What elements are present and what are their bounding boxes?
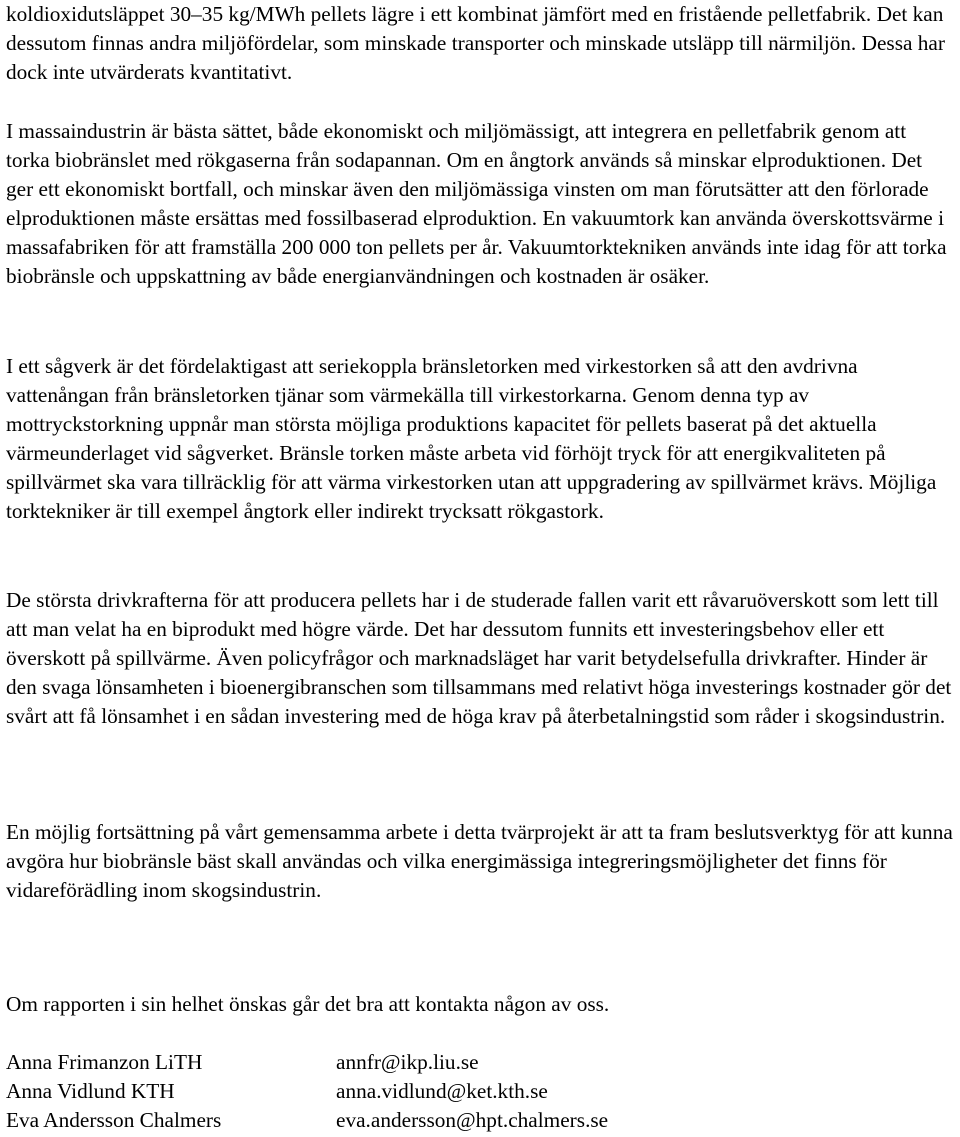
paragraph-sawmill: I ett sågverk är det fördelaktigast att seriekoppla bränsletorken med virkestorken så att den avdrivna vattenångan från bränsletorken tjänar som värmekälla till virkestorkarna. Genom denna typ av mottryckstorkning uppnår man största möjliga produktions kapacitet för pellets baserat på det aktuella värmeunderlaget vid sågverket. Bränsle torken måste arbeta vid förhöjt tryck för att energikvaliteten på spillvärmet ska vara tillräcklig för att värma virkestorken utan att uppgradering av spillvärmet krävs. Möjliga torktekniker är till exempel ångtork eller indirekt trycksatt rökgastork. (6, 354, 937, 523)
contact-row (6, 1048, 954, 1077)
paragraph-continuation: En möjlig fortsättning på vårt gemensamma arbete i detta tvärprojekt är att ta fram beslutsverktyg för att kunna avgöra hur biobränsle bäst skall användas och vilka energimässiga integreringsmöjligheter det finns för vidareförädling inom skogsindustrin. (6, 820, 953, 902)
paragraph-pulp-industry: I massaindustrin är bästa sättet, både ekonomiskt och miljömässigt, att integrera en pelletfabrik genom att torka biobränslet med rökgaserna från sodapannan. Om en ångtork används så minskar elproduktionen. Det ger ett ekonomiskt bortfall, och minskar även den miljömässiga vinsten om man förutsätter att den förlorade elproduktionen måste ersättas med fossilbaserad elproduktion. En vakuumtork kan använda överskottsvärme i massafabriken för att framställa 200 000 ton pellets per år. Vakuumtorktekniken används inte idag för att torka biobränsle och uppskattning av både energianvändningen och kostnaden är osäker. (6, 119, 947, 288)
contact-row (6, 1106, 954, 1135)
contact-name: Anna Vidlund KTH (6, 1079, 175, 1103)
contact-email: anna.vidlund@ket.kth.se (336, 1079, 548, 1103)
contact-email: eva.andersson@hpt.chalmers.se (336, 1108, 609, 1132)
paragraph-driving-forces: De största drivkrafterna för att producera pellets har i de studerade fallen varit ett råvaruöverskott som lett till att man velat ha en biprodukt med högre värde. Det har dessutom funnits ett investeringsbehov eller ett överskott på spillvärme. Även policyfrågor och marknadsläget har varit betydelsefulla drivkrafter. Hinder är den svaga lönsamheten i bioenergibranschen som tillsammans med relativt höga investerings kostnader gör det svårt att få lönsamhet i en sådan investering med de höga krav på återbetalningstid som råder i skogsindustrin. (6, 588, 952, 728)
contact-email: annfr@ikp.liu.se (336, 1050, 479, 1074)
contact-row (6, 1077, 954, 1106)
contact-name: Eva Andersson Chalmers (6, 1108, 222, 1132)
contact-list (6, 1048, 954, 1135)
paragraph-contact-intro: Om rapporten i sin helhet önskas går det bra att kontakta någon av oss. (6, 992, 610, 1016)
contact-name: Anna Frimanzon LiTH (6, 1050, 203, 1074)
paragraph-emissions: koldioxidutsläppet 30–35 kg/MWh pellets lägre i ett kombinat jämfört med en fristående pelletfabrik. Det kan dessutom finnas andra miljöfördelar, som minskade transporter och minskade utsläpp till närmiljön. Dessa har dock inte utvärderats kvantitativt. (6, 2, 945, 84)
